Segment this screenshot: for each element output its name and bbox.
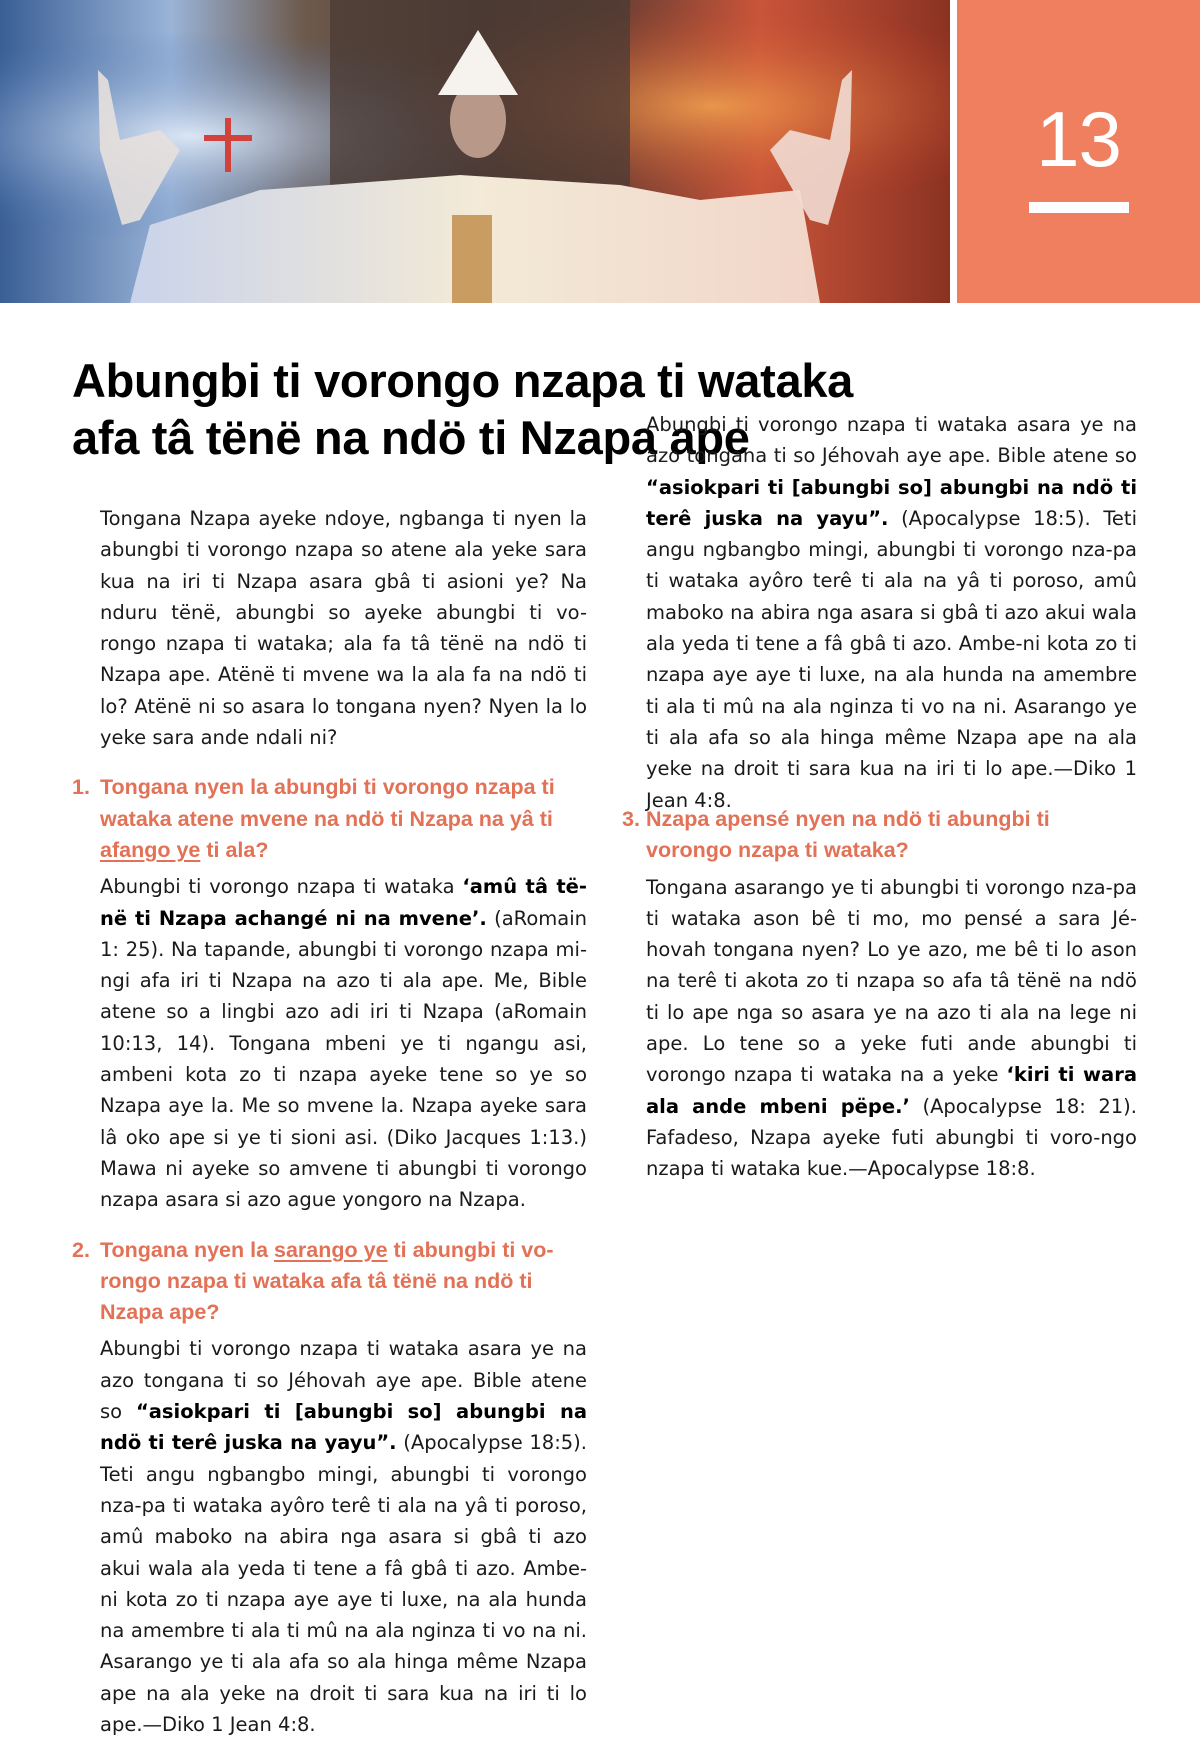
question-text: Nzapa apensé nyen na ndö ti abungbi ti vorongo nzapa ti wataka? [646, 807, 1050, 863]
answer-2-continued [646, 413, 1137, 812]
page-title-line-2: afa tâ tënë na ndö ti Nzapa ape [72, 411, 750, 464]
left-column [72, 503, 587, 1736]
answer-2 [100, 1333, 587, 1736]
answer-text: (aRomain 1: 25). Na tapande, abungbi ti vorongo nzapa mi-ngi afa iri ti Nzapa na azo ti ala ape. Me, Bible atene so a lingbi azo adi iri ti Nzapa (aRomain 10:13, 14). Tongana mbeni ye ti ngangu asi, ambeni kota zo ti nzapa ayeke tene so ye so Nzapa aye la. Me so mvene la. Nzapa ayeke sara lâ oko ape si ye ti sioni asi. (Diko Jacques 1:13.) Mawa ni ayeke so amvene ti abungbi ti vorongo nzapa asara si azo ague yongoro na Nzapa. [100, 906, 587, 1212]
answer-bold-quote: ‘kiri ti wara ala ande mbeni pëpe.’ [646, 1063, 1137, 1118]
answer-bold-quote: “asiokpari ti [abungbi so] abungbi na ndö ti terê juska na yayu”. [646, 475, 1137, 530]
question-3 [622, 804, 1137, 867]
intro-paragraph: Tongana Nzapa ayeke ndoye, ngbanga ti nyen la abungbi ti vorongo nzapa so atene ala yeke sara kua na iri ti Nzapa asara gbâ ti asioni ye? Na nduru tënë, abungbi so ayeke abungbi ti vo-rongo nzapa ti wataka; ala fa tâ tënë na ndö ti Nzapa ape. Atënë ti mvene wa la ala fa na ndö ti lo? Atënë ni so asara lo tongana nyen? Nyen la lo yeke sara ande ndali ni? [100, 507, 587, 750]
answer-3 [646, 872, 1137, 1185]
answer-text: Abungbi ti vorongo nzapa ti wataka asara ye na azo tongana ti so Jéhovah aye ape. Bible atene so [100, 1337, 587, 1424]
question-underlined-term: sarango ye [274, 1237, 388, 1262]
question-1 [72, 772, 587, 866]
stole [452, 215, 492, 303]
question-number: 2. [72, 1237, 90, 1262]
answer-text: (Apocalypse 18: 21). Fafadeso, Nzapa ayeke futi abungbi ti voro-ngo nzapa ti wataka kue.—Apocalypse 18:8. [646, 1094, 1137, 1181]
header-divider [950, 0, 957, 303]
question-text: Tongana nyen la abungbi ti vorongo nzapa ti wataka atene mvene na ndö ti Nzapa na yâ ti [100, 775, 555, 831]
answer-text: Abungbi ti vorongo nzapa ti wataka asara ye na azo tongana ti so Jéhovah aye ape. Bible atene so [646, 413, 1137, 468]
answer-text: (Apocalypse 18:5). Teti angu ngbangbo mingi, abungbi ti vorongo nza-pa ti wataka ayôro terê ti ala na yâ ti poroso, amû maboko na abira nga asara si gbâ ti azo akui wala ala yeda ti tene a fâ gbâ ti azo. Ambe-ni kota zo ti nzapa aye aye ti luxe, na ala hunda na amembre ti ala ti mû na ala nginza ti vo na ni. Asarango ye ti ala afa so ala hinga même Nzapa ape na ala yeke na droit ti sara kua na iri ti lo ape.—Diko 1 Jean 4:8. [100, 1431, 587, 1736]
answer-1 [100, 871, 587, 1215]
answer-bold-quote: “asiokpari ti [abungbi so] abungbi na ndö ti terê juska na yayu”. [100, 1400, 587, 1455]
header-photo [0, 0, 950, 303]
lesson-number: 13 [1036, 95, 1121, 183]
question-number: 1. [72, 775, 90, 800]
question-text: ti abungbi ti vo-rongo nzapa ti wataka afa tâ tënë na ndö ti Nzapa ape? [100, 1237, 554, 1325]
answer-text: (Apocalypse 18:5). Teti angu ngbangbo mingi, abungbi ti vorongo nza-pa ti wataka ayôro terê ti ala na yâ ti poroso, amû maboko na abira nga asara si gbâ ti azo akui wala ala yeda ti tene a fâ gbâ ti azo. Ambe-ni kota zo ti nzapa aye aye ti luxe, na ala hunda na amembre ti ala ti mû na ala nginza ti vo na ni. Asarango ye ti ala afa so ala hinga même Nzapa ape na ala yeke na droit ti sara kua na iri ti lo ape.—Diko 1 Jean 4:8. [646, 506, 1137, 812]
question-underlined-term: afango ye [100, 837, 201, 862]
answer-bold-quote: ‘amû tâ të-në ti Nzapa achangé ni na mvene’. [100, 875, 587, 930]
answer-text: Tongana asarango ye ti abungbi ti vorongo nza-pa ti wataka ason bê ti mo, mo pensé a sara Jé-hovah tongana nyen? Lo ye azo, me bê ti lo ason na terê ti akota zo ti nzapa so afa tâ tënë na ndö ti lo ape nga so asara ye na azo ti ala na lege ni ape. Lo tene so a yeke futi ande abungbi ti vorongo nzapa ti wataka na a yeke [646, 875, 1137, 1087]
right-column [622, 413, 1137, 1185]
lesson-number-underline [1029, 202, 1129, 213]
answer-2-continued-text [646, 409, 1137, 816]
question-text: ti ala? [200, 837, 269, 862]
lesson-number-badge [957, 0, 1200, 303]
answer-text: Abungbi ti vorongo nzapa ti wataka [100, 875, 463, 899]
question-text: Tongana nyen la [100, 1237, 275, 1262]
header-photo-illustration [0, 0, 950, 303]
question-number: 3. [622, 807, 640, 831]
page-title-line-1: Abungbi ti vorongo nzapa ti wataka [72, 354, 853, 407]
question-2 [72, 1235, 587, 1329]
